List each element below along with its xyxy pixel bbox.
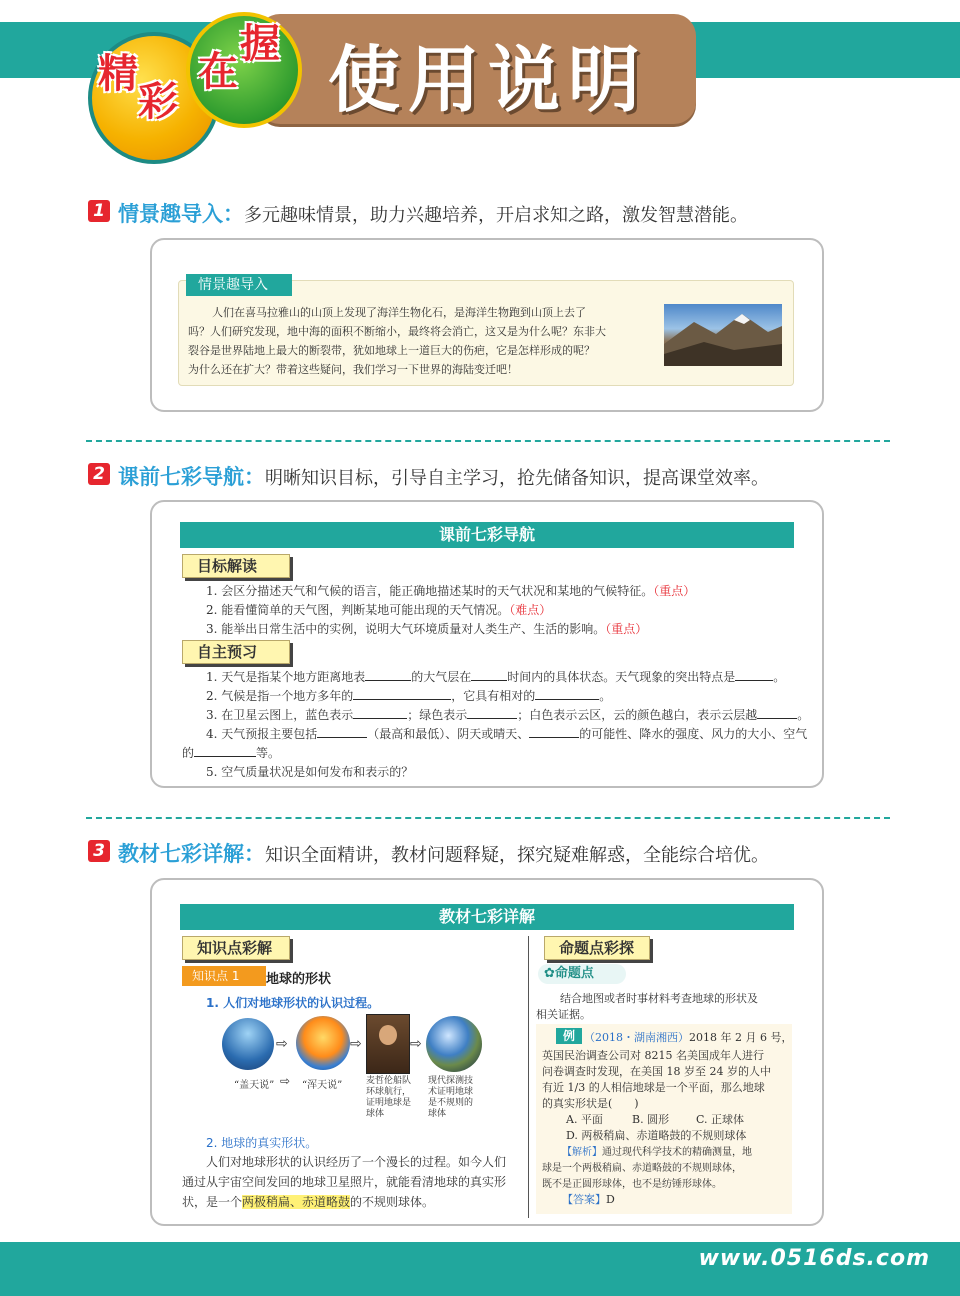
caption-modern: 现代探测技术证明地球是不规则的球体 [428,1076,474,1119]
arrow-icon-3: ⇨ [410,1036,422,1052]
preview-q4: 4. 天气预报主要包括 （最高和最低）、阴天或晴天、 的可能性、降水的强度、风力的大小、空气 [206,727,808,741]
analysis-line-1: 【解析】通过现代科学技术的精确测量，地 [562,1147,752,1158]
option-d: D. 两极稍扁、赤道略鼓的不规则球体 [566,1129,747,1142]
cmd-text-1: 结合地图或者时事材料考查地球的形状及 [560,992,758,1005]
kp-title: 地球的形状 [266,972,332,987]
answer-line: 【答案】D [562,1193,615,1206]
section-desc-2: 明晰知识目标，引导自主学习，抢先储备知识，提高课堂效率。 [265,468,769,489]
nav-frame [150,500,824,788]
section-number-3: 3 [88,840,110,862]
example-line-5: 的真实形状是( ) [542,1097,639,1110]
badge-char-1: 精 [98,51,138,97]
gaitian-illustration [222,1018,274,1070]
example-first-line: （2018・湖南湘西）2018 年 2 月 6 号， [584,1031,793,1044]
divider-1 [86,440,890,442]
badge-char-4: 握 [240,21,280,67]
mountain-icon [664,304,782,366]
arrow-icon-2: ⇨ [350,1036,362,1052]
cmd-tag: ✿命题点 [538,964,626,984]
kp-tag: 知识点 1 [182,966,266,986]
goal-2: 2. 能看懂简单的天气图，判断某地可能出现的天气情况。（难点） [206,603,552,617]
detail-frame [150,878,824,1226]
option-b: B. 圆形 [632,1113,670,1126]
kp-step-2: 2. 地球的真实形状。 [206,1136,318,1150]
arrow-icon-1: ⇨ [276,1036,288,1052]
badge-char-2: 彩 [138,79,178,125]
section-heading-3: 教材七彩详解：知识全面精讲，教材问题释疑，探究疑难解惑，全能综合培优。 [118,842,769,866]
kp-step-1: 1. 人们对地球形状的认识过程。 [206,996,380,1010]
knowledge-tab: 知识点彩解 [182,936,290,960]
gear-icon: ✿ [544,966,555,981]
highlight-text: 两极稍扁、赤道略鼓 [242,1195,351,1209]
preview-q5: 5. 空气质量状况是如何发布和表示的？ [206,765,414,779]
example-tag: 例 [556,1028,582,1044]
mountain-photo [664,304,782,366]
cmd-text-2: 相关证据。 [536,1008,591,1021]
section-desc-3: 知识全面精讲，教材问题释疑，探究疑难解惑，全能综合培优。 [265,845,769,866]
portrait-face-icon [379,1025,397,1045]
preview-q3: 3. 在卫星云图上，蓝色表示 ；绿色表示 ；白色表示云区，云的颜色越白，表示云层越 。 [206,708,810,722]
magellan-portrait [366,1014,410,1074]
section-title-2: 课前七彩导航 [118,465,244,489]
intro-line-3: 裂谷是世界陆地上最大的断裂带，犹如地球上一道巨大的伤疤，它是怎样形成的呢？ [188,344,595,357]
section-number-2: 2 [88,463,110,485]
intro-tab: 情景趣导入 [186,274,292,296]
intro-line-1: 人们在喜马拉雅山的山顶上发现了海洋生物化石，是海洋生物跑到山顶上去了 [212,306,586,319]
section-desc-1: 多元趣味情景，助力兴趣培养，开启求知之路，激发智慧潜能。 [244,205,748,226]
preview-q1: 1. 天气是指某个地方距离地表 的大气层在 时间内的具体状态。天气现象的突出特点是 。 [206,670,786,684]
divider-2 [86,817,890,819]
huntian-illustration [296,1016,350,1070]
intro-frame [150,238,824,412]
arrow-icon-4: ⇨ [280,1074,291,1088]
kp-para-2: 通过从宇宙空间发回的地球卫星照片，就能看清地球的真实形 [182,1175,507,1189]
intro-line-4: 为什么还在扩大？带着这些疑问，我们学习一下世界的海陆变迁吧！ [188,363,518,376]
goal-3: 3. 能举出日常生活中的实例，说明大气环境质量对人类生产、生活的影响。（重点） [206,622,648,636]
kp-para-3: 状，是一个两极稍扁、赤道略鼓的不规则球体。 [182,1195,435,1209]
caption-huntian: “浑天说” [302,1080,343,1091]
nav-bar: 课前七彩导航 [180,522,794,548]
example-line-2: 英国民治调查公司对 8215 名美国成年人进行 [542,1049,764,1062]
section-title-1: 情景趣导入 [118,202,223,226]
goal-tab: 目标解读 [182,554,290,578]
caption-magellan: 麦哲伦船队环球航行，证明地球是球体 [366,1076,412,1119]
detail-bar: 教材七彩详解 [180,904,794,930]
preview-q2: 2. 气候是指一个地方多年的 ，它具有相对的 。 [206,689,612,703]
analysis-line-3: 既不是正圆形球体，也不是纺锤形球体。 [542,1179,722,1190]
option-c: C. 正球体 [696,1113,745,1126]
analysis-line-2: 球是一个两极稍扁、赤道略鼓的不规则球体， [542,1163,742,1174]
preview-tab: 自主预习 [182,640,290,664]
kp-para-1: 人们对地球形状的认识经历了一个漫长的过程。如今人们 [206,1155,507,1169]
example-line-4: 有近 1/3 的人相信地球是一个平面，那么地球 [542,1081,765,1094]
section-heading-1: 情景趣导入：多元趣味情景，助力兴趣培养，开启求知之路，激发智慧潜能。 [118,202,748,226]
caption-gaitian: “盖天说” [234,1080,275,1091]
badge-char-3: 在 [198,49,238,95]
goal-1: 1. 会区分描述天气和气候的语言，能正确地描述某时的天气状况和某地的气候特征。（重点） [206,584,696,598]
proposition-tab: 命题点彩探 [544,936,650,960]
section-title-3: 教材七彩详解 [118,842,244,866]
earth-photo [426,1016,482,1072]
preview-q4-cont: 的 等。 [182,746,281,760]
footer-url[interactable]: www.0516ds.com [698,1246,930,1271]
section-number-1: 1 [88,200,110,222]
column-divider [528,936,529,1218]
page-title: 使用说明 [328,38,649,122]
option-a: A. 平面 [566,1113,603,1126]
section-heading-2: 课前七彩导航：明晰知识目标，引导自主学习，抢先储备知识，提高课堂效率。 [118,465,769,489]
example-line-3: 问卷调查时发现，在美国 18 岁至 24 岁的人中 [542,1065,771,1078]
intro-line-2: 吗？人们研究发现，地中海的面积不断缩小，最终将会消亡，这又是为什么呢？东非大 [188,325,606,338]
